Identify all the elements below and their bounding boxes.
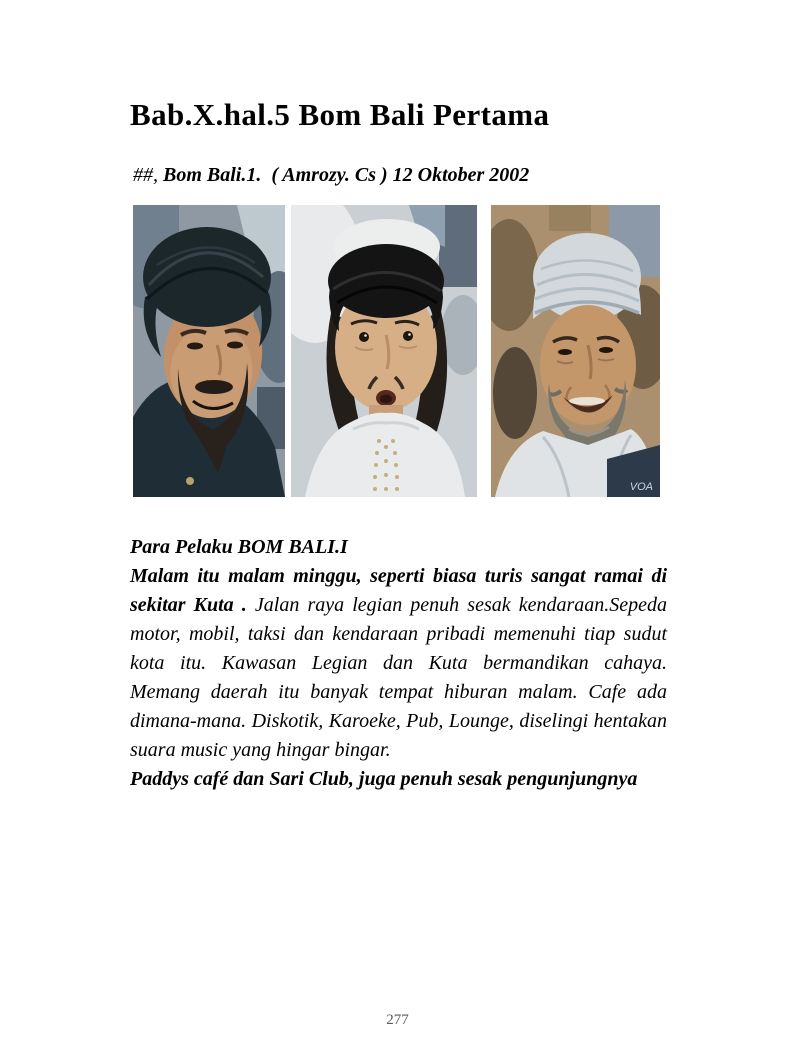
suspect-portrait-1 [133, 205, 285, 497]
suspect-portrait-2 [291, 205, 477, 497]
body-heading: Para Pelaku BOM BALI.I [130, 536, 348, 558]
body-text [130, 533, 667, 794]
photo-panel-divider [477, 205, 491, 497]
paragraph-2: Paddys café dan Sari Club, juga penuh sesak pengunjungnya [130, 768, 638, 790]
subtitle-prefix: ##, [133, 164, 158, 186]
paragraph-1-bold-segment: Malam itu malam minggu, seperti biasa turis sangat ramai di sekitar Kuta . [130, 565, 667, 616]
suspect-portrait-3 [491, 205, 660, 497]
photo-three-suspects [133, 205, 660, 497]
page-number: 277 [386, 1012, 409, 1028]
voa-watermark: VOA [629, 481, 653, 493]
paragraph-1-regular-segment: Jalan raya legian penuh sesak kendaraan.Sepeda motor, mobil, taksi dan kendaraan pribadi memenuhi tiap sudut kota itu. Kawasan Legian dan Kuta bermandikan cahaya. Memang daerah itu banyak tempat hiburan malam. Cafe ada dimana-mana. Diskotik, Karoeke, Pub, Lounge, diselingi hentakan suara music yang hingar bingar. [130, 594, 668, 761]
paragraph-1 [130, 562, 667, 765]
page-title: Bab.X.hal.5 Bom Bali Pertama [130, 97, 550, 132]
subtitle [133, 164, 529, 187]
subtitle-text: Bom Bali.1. ( Amrozy. Cs ) 12 Oktober 2002 [163, 164, 530, 186]
